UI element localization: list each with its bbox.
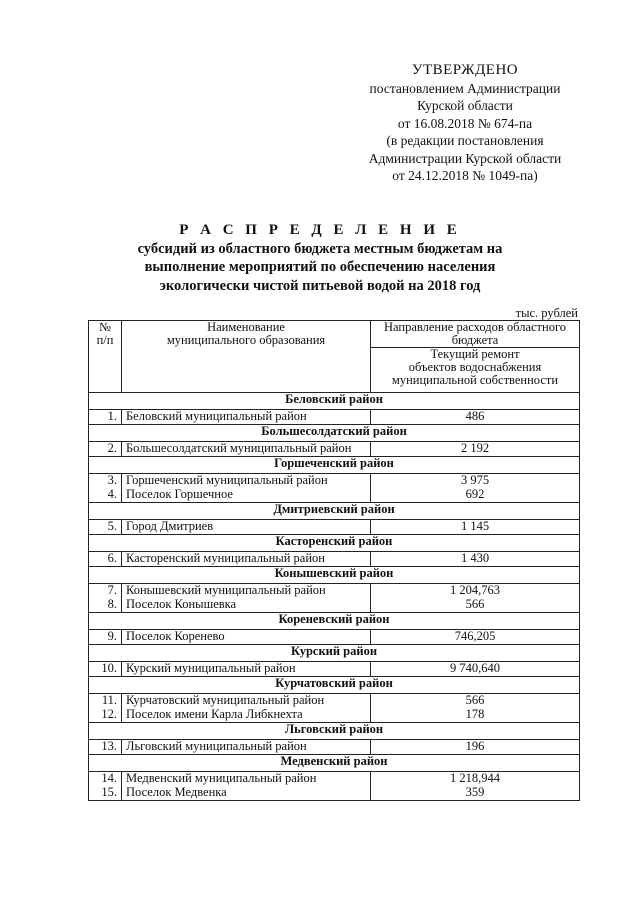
row-name: Беловский муниципальный район xyxy=(122,410,371,425)
table-row xyxy=(89,474,580,489)
approval-line: от 16.08.2018 № 674-па xyxy=(397,115,533,131)
table-row xyxy=(89,488,580,503)
row-name: Поселок Горшечное xyxy=(122,488,371,503)
district-name: Курчатовский район xyxy=(89,677,580,694)
table-row xyxy=(89,772,580,787)
row-value: 178 xyxy=(371,708,580,723)
row-name: Поселок Медвенка xyxy=(122,786,371,801)
table-row xyxy=(89,584,580,599)
row-number: 4. xyxy=(89,488,122,503)
approval-line: (в редакции постановления xyxy=(386,133,544,148)
row-number: 9. xyxy=(89,630,122,645)
header-subcolumn: Текущий ремонт объектов водоснабжения муниципальной собственности xyxy=(371,348,580,393)
header-name: Наименование муниципального образования xyxy=(122,321,371,393)
table-body xyxy=(89,393,580,801)
approval-line: постановлением Администрации xyxy=(369,80,561,96)
title-line: выполнение мероприятий по обеспечению населения xyxy=(144,259,496,275)
row-number: 12. xyxy=(89,708,122,723)
row-value: 1 204,763 xyxy=(371,584,580,599)
document-title xyxy=(90,221,550,295)
row-name: Поселок Коренево xyxy=(122,630,371,645)
district-row xyxy=(89,503,580,520)
district-row xyxy=(89,723,580,740)
row-number: 10. xyxy=(89,662,122,677)
district-row xyxy=(89,425,580,442)
table-row xyxy=(89,552,580,567)
district-name: Горшеченский район xyxy=(89,457,580,474)
row-number: 15. xyxy=(89,786,122,801)
table-row xyxy=(89,740,580,755)
row-number: 13. xyxy=(89,740,122,755)
header-number: № п/п xyxy=(89,321,122,393)
row-number: 11. xyxy=(89,694,122,709)
district-name: Большесолдатский район xyxy=(89,425,580,442)
district-name: Конышевский район xyxy=(89,567,580,584)
district-row xyxy=(89,613,580,630)
row-number: 1. xyxy=(89,410,122,425)
title-line: субсидий из областного бюджета местным бюджетам на xyxy=(137,240,503,257)
row-value: 486 xyxy=(371,410,580,425)
table-row xyxy=(89,520,580,535)
table-row xyxy=(89,442,580,457)
row-number: 3. xyxy=(89,474,122,489)
row-name: Конышевский муниципальный район xyxy=(122,584,371,599)
row-name: Курчатовский муниципальный район xyxy=(122,694,371,709)
row-name: Горшеченский муниципальный район xyxy=(122,474,371,489)
header-direction: Направление расходов областного бюджета xyxy=(371,321,580,348)
district-row xyxy=(89,645,580,662)
district-row xyxy=(89,677,580,694)
table-row xyxy=(89,630,580,645)
row-number: 8. xyxy=(89,598,122,613)
subsidy-table xyxy=(88,320,580,801)
table-row xyxy=(89,598,580,613)
district-row xyxy=(89,457,580,474)
row-value: 566 xyxy=(371,694,580,709)
table-row xyxy=(89,662,580,677)
approval-block xyxy=(340,62,590,185)
district-row xyxy=(89,535,580,552)
row-value: 746,205 xyxy=(371,630,580,645)
row-value: 359 xyxy=(371,786,580,801)
district-row xyxy=(89,393,580,410)
row-name: Поселок Конышевка xyxy=(122,598,371,613)
row-value: 1 430 xyxy=(371,552,580,567)
row-number: 6. xyxy=(89,552,122,567)
approval-line: от 24.12.2018 № 1049-па) xyxy=(392,168,538,183)
district-name: Кореневский район xyxy=(89,613,580,630)
row-name: Курский муниципальный район xyxy=(122,662,371,677)
district-name: Касторенский район xyxy=(89,535,580,552)
row-value: 692 xyxy=(371,488,580,503)
row-number: 2. xyxy=(89,442,122,457)
approval-line: Администрации Курской области xyxy=(368,150,562,166)
row-value: 9 740,640 xyxy=(371,662,580,677)
district-row xyxy=(89,567,580,584)
row-number: 7. xyxy=(89,584,122,599)
row-name: Город Дмитриев xyxy=(122,520,371,535)
row-value: 196 xyxy=(371,740,580,755)
table-row xyxy=(89,708,580,723)
district-row xyxy=(89,755,580,772)
district-name: Медвенский район xyxy=(89,755,580,772)
row-name: Льговский муниципальный район xyxy=(122,740,371,755)
row-name: Касторенский муниципальный район xyxy=(122,552,371,567)
units-label: тыс. рублей xyxy=(515,306,578,320)
table-row xyxy=(89,786,580,801)
row-name: Поселок имени Карла Либкнехта xyxy=(122,708,371,723)
district-name: Дмитриевский район xyxy=(89,503,580,520)
row-number: 5. xyxy=(89,520,122,535)
row-value: 3 975 xyxy=(371,474,580,489)
approval-heading: УТВЕРЖДЕНО xyxy=(411,62,519,78)
row-name: Большесолдатский муниципальный район xyxy=(122,442,371,457)
row-value: 1 145 xyxy=(371,520,580,535)
district-name: Льговский район xyxy=(89,723,580,740)
table-row xyxy=(89,410,580,425)
row-value: 566 xyxy=(371,598,580,613)
district-name: Беловский район xyxy=(89,393,580,410)
title-word: Р А С П Р Е Д Е Л Е Н И Е xyxy=(179,222,461,238)
row-number: 14. xyxy=(89,772,122,787)
row-name: Медвенский муниципальный район xyxy=(122,772,371,787)
district-name: Курский район xyxy=(89,645,580,662)
approval-line: Курской области xyxy=(417,98,513,113)
title-line: экологически чистой питьевой водой на 2018 год xyxy=(159,277,481,294)
row-value: 1 218,944 xyxy=(371,772,580,787)
row-value: 2 192 xyxy=(371,442,580,457)
table-row xyxy=(89,694,580,709)
